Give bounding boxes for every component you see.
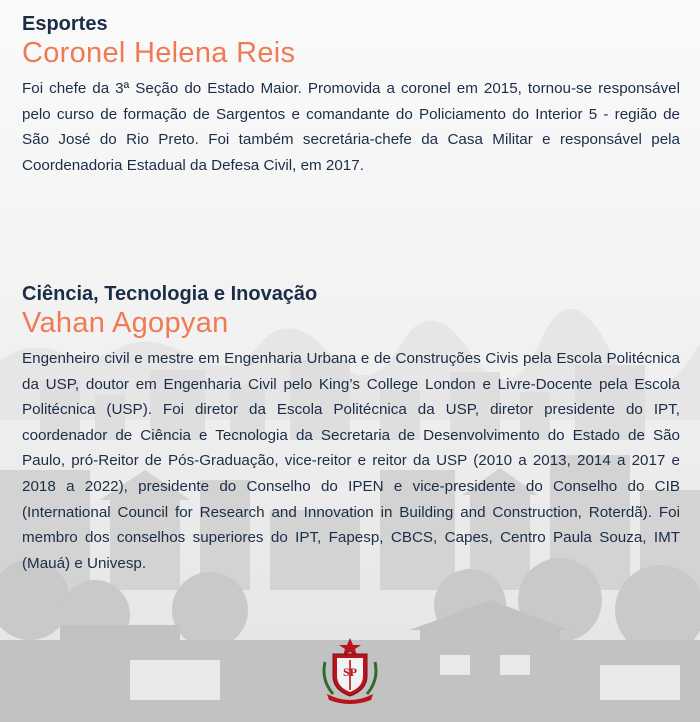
category-heading: Ciência, Tecnologia e Inovação bbox=[22, 283, 318, 305]
person-bio: Foi chefe da 3ª Seção do Estado Maior. Promovida a coronel em 2015, tornou-se responsável pelo curso de formação de Sargentos e comandante do Policiamento do Interior 5 - região de São José do Rio Preto. Foi também secretária-chefe da Casa Militar e responsável pela Coordenadoria Estadual da Defesa Civil, em 2017. bbox=[22, 80, 680, 174]
person-name: Vahan Agopyan bbox=[22, 307, 229, 339]
person-name: Coronel Helena Reis bbox=[22, 37, 296, 69]
section-ciencia-tecnologia-inovacao bbox=[22, 282, 680, 576]
section-esportes bbox=[22, 12, 680, 178]
seal-text: SP bbox=[342, 665, 358, 679]
person-bio: Engenheiro civil e mestre em Engenharia Urbana e de Construções Civis pela Escola Politécnica da USP, doutor em Engenharia Civil pelo King’s College London e Livre-Docente pela Escola Politécnica (USP). Foi diretor da Escola Politécnica da USP, diretor presidente do IPT, coordenador de Ciência e Tecnologia da Secretaria de Desenvolvimento do Estado de São Paulo, pró-Reitor de Pós-Graduação, vice-reitor e reitor da USP (2010 a 2013, 2014 a 2017 e 2018 a 2022), presidente do Conselho do IPEN e vice-presidente do Conselho do CIB (International Council for Research and Innovation in Building and Construction, Roterdã). Foi membro dos conselhos superiores do IPT, Fapesp, CBCS, Capes, Centro Paula Souza, IMT (Mauá) e Univesp. bbox=[22, 350, 680, 572]
category-heading: Esportes bbox=[22, 13, 108, 35]
sao-paulo-coat-of-arms-logo bbox=[319, 636, 381, 704]
